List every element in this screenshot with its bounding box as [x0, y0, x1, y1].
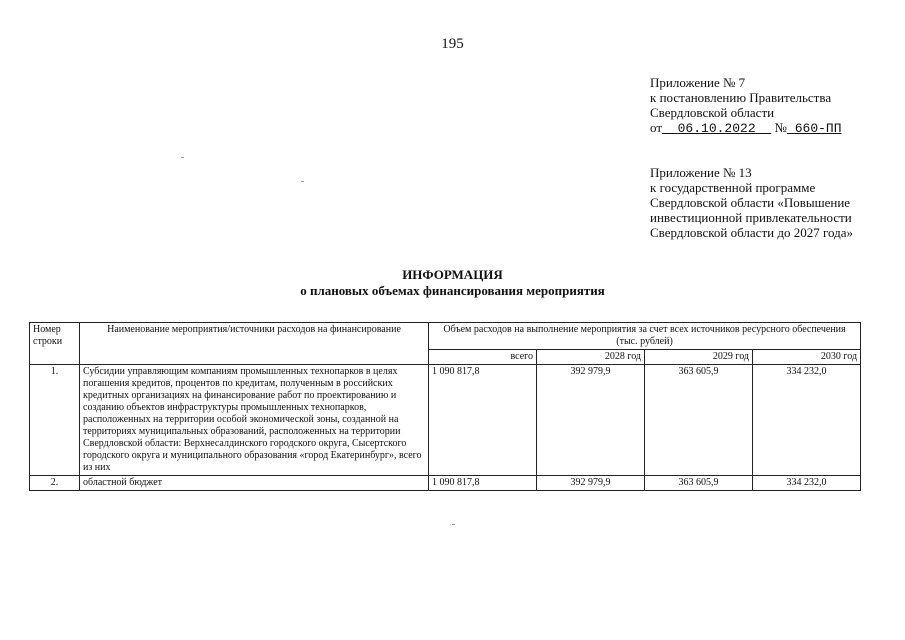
header-volume: Объем расходов на выполнение мероприятия за счет всех источников ресурсного обеспечения (тыс. рублей)	[429, 323, 861, 350]
value-2029: 363 605,9	[645, 476, 753, 491]
value-2030: 334 232,0	[753, 476, 861, 491]
document-subtitle: о плановых объемах финансирования мероприятия	[300, 283, 605, 298]
row-name: областной бюджет	[80, 476, 429, 491]
appendix-line: к государственной программе	[650, 180, 816, 195]
table-row	[30, 476, 861, 491]
row-name-sub: из них	[83, 462, 111, 473]
decree-date: 06.10.2022	[677, 121, 756, 136]
appendix-line: Свердловской области «Повышение	[650, 195, 851, 210]
header-row-number: Номер строки	[30, 323, 80, 365]
row-name-text: Субсидии управляющим компаниям промышленных технопарков в целях погашения кредитов, процентов по кредитам, полученным в российских кредитных организациях на финансирование работ по проектированию и созданию объектов инфраструктуры промышленных технопарков, расположенных на территории особой экономической зоны, созданной на территориях муниципальных образований, расположенных на территории Свердловской области: Верхнесалдинского городского округа, Сысертского городского округа и муниципального образования «город Екатеринбург», всего	[83, 366, 422, 461]
scan-speck	[181, 157, 184, 158]
scan-speck	[452, 524, 455, 525]
appendix-line: Приложение № 13	[650, 165, 752, 180]
appendix-line: инвестиционной привлекательности	[650, 210, 852, 225]
row-name	[80, 365, 429, 476]
appendix-7-block	[650, 75, 842, 136]
scan-speck	[301, 181, 304, 182]
appendix-line: Свердловской области до 2027 года»	[650, 225, 853, 240]
header-name: Наименование мероприятия/источники расходов на финансирование	[80, 323, 429, 365]
document-title: ИНФОРМАЦИЯ	[402, 267, 503, 282]
appendix-line: к постановлению Правительства	[650, 90, 832, 105]
decree-date-line	[650, 120, 842, 136]
appendix-13-block	[650, 165, 853, 240]
value-2028: 392 979,9	[537, 365, 645, 476]
page-number: 195	[441, 36, 464, 52]
table-row	[30, 365, 861, 476]
value-2028: 392 979,9	[537, 476, 645, 491]
header-total: всего	[429, 350, 537, 365]
value-total: 1 090 817,8	[429, 476, 537, 491]
header-2028: 2028 год	[537, 350, 645, 365]
value-2029: 363 605,9	[645, 365, 753, 476]
financing-table	[29, 322, 861, 491]
number-prefix: №	[774, 120, 787, 135]
date-prefix: от	[650, 120, 663, 135]
row-number: 2.	[30, 476, 80, 491]
appendix-line: Свердловской области	[650, 105, 775, 120]
decree-number: 660-ПП	[794, 121, 842, 136]
value-2030: 334 232,0	[753, 365, 861, 476]
row-number: 1.	[30, 365, 80, 476]
header-2029: 2029 год	[645, 350, 753, 365]
header-2030: 2030 год	[753, 350, 861, 365]
appendix-line: Приложение № 7	[650, 75, 746, 90]
value-total: 1 090 817,8	[429, 365, 537, 476]
